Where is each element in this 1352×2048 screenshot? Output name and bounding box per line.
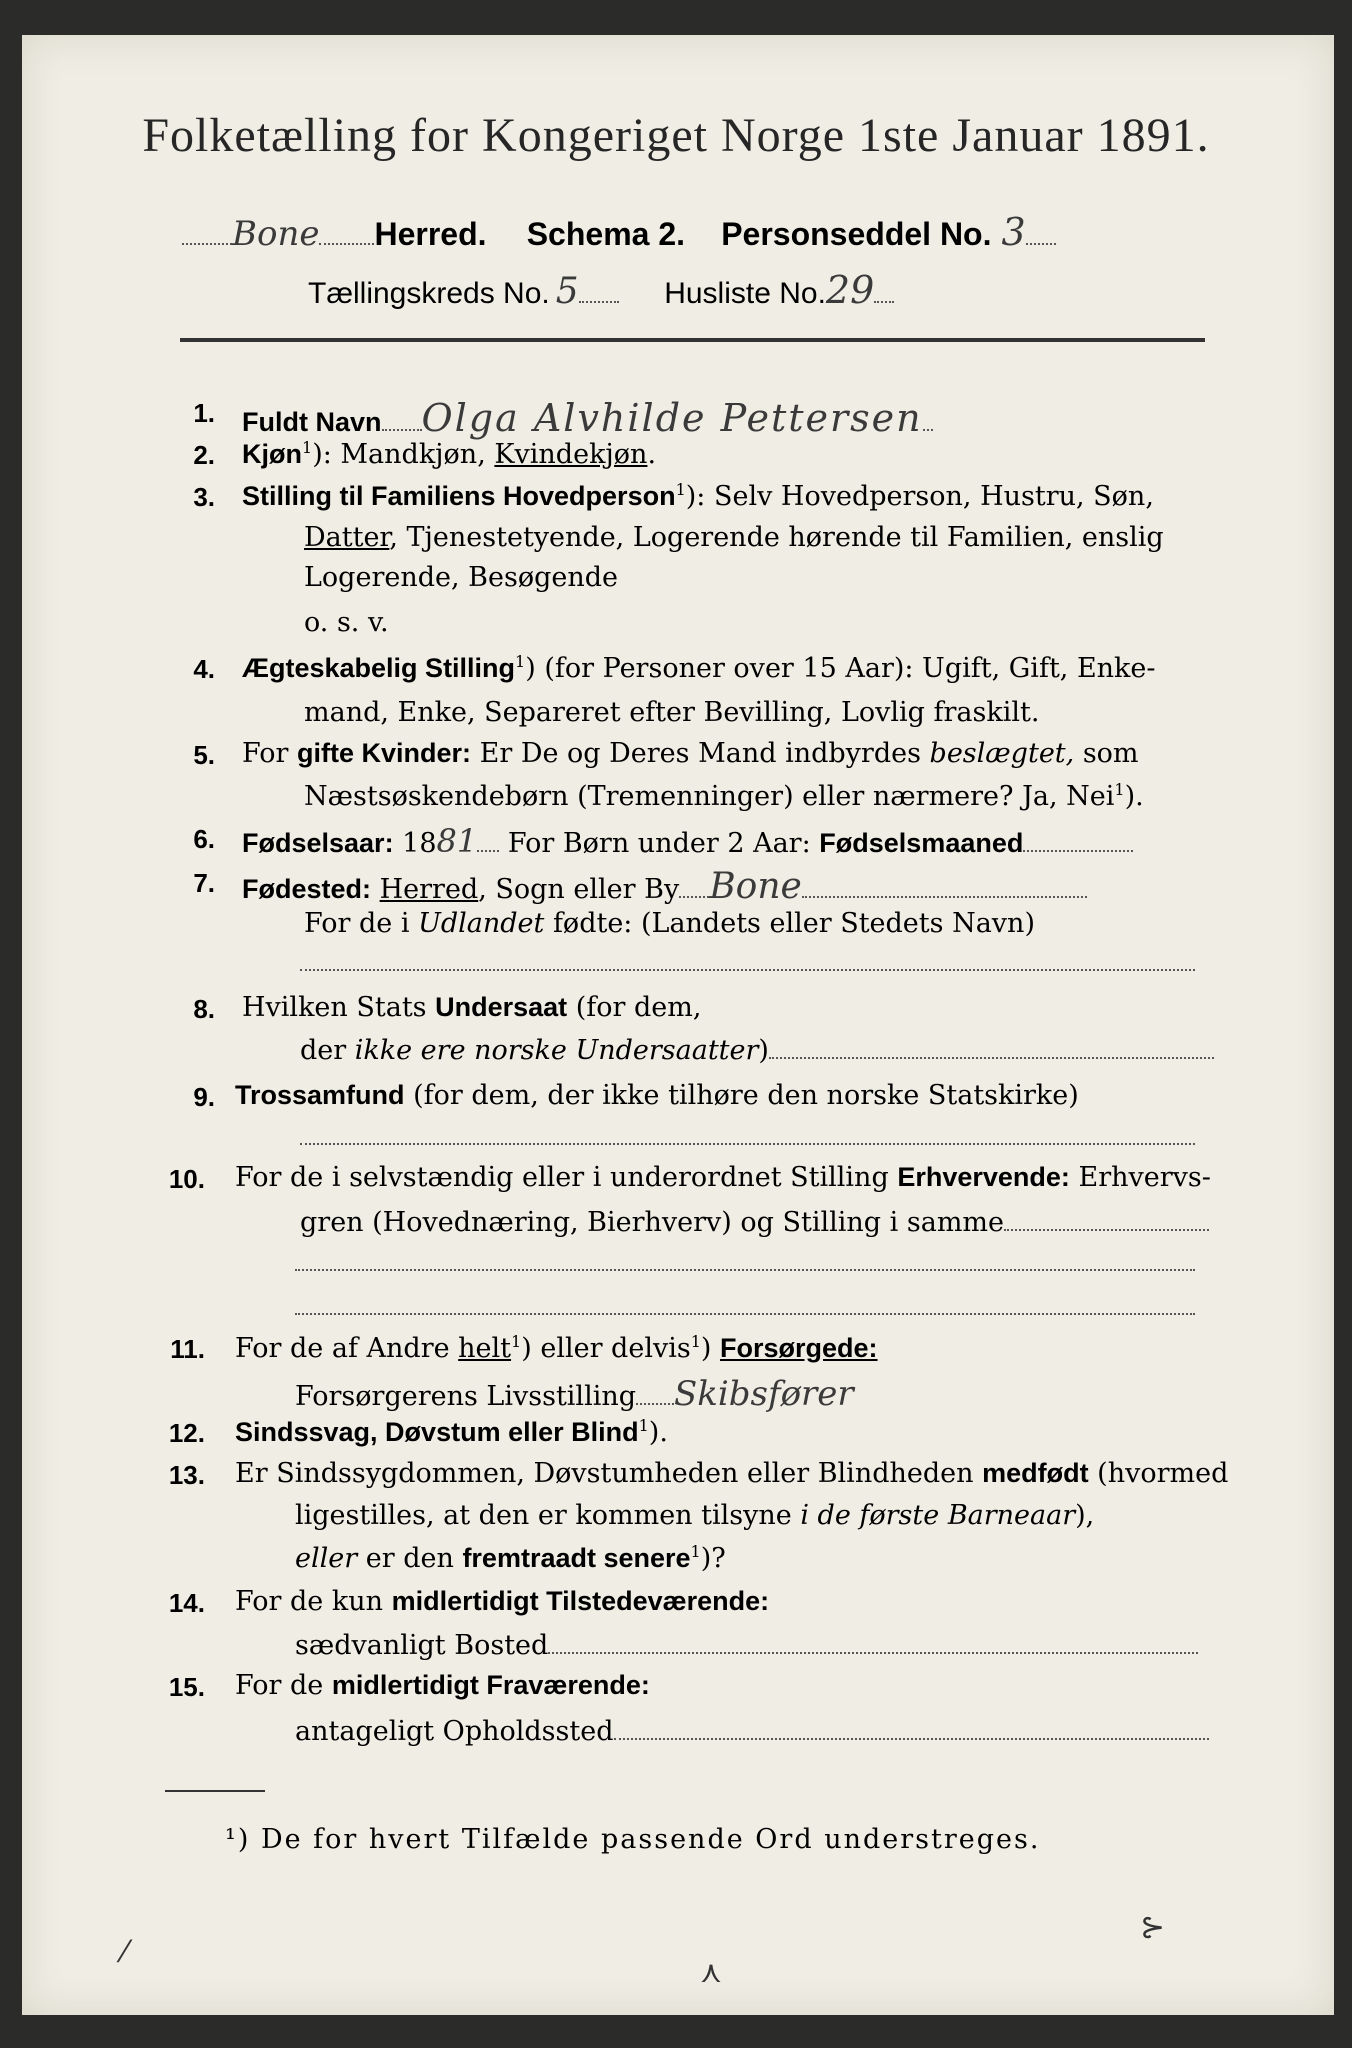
item-3-line-1: Stilling til Familiens Hovedperson$^1$): Selv Hovedperson, Hustru, Søn, — [242, 480, 1154, 512]
header-line-1 — [182, 210, 1056, 254]
item-13-line-2: ligestilles, at den er kommen tilsyne i de første Barneaar), — [295, 1500, 1095, 1531]
item-number: 15. — [168, 1672, 205, 1702]
pen-mark: ⁄ — [122, 1935, 128, 1970]
blank-line — [295, 1268, 1195, 1271]
birthplace-value: Bone — [709, 866, 802, 907]
item-number: 7. — [193, 868, 215, 898]
item-14-line-1: For de kun midlertidigt Tilstedeværende: — [235, 1586, 770, 1617]
married-women-label: gifte Kvinder: — [297, 738, 472, 768]
item-3-line-3: Logerende, Besøgende — [304, 562, 618, 593]
form-title: Folketælling for Kongeriget Norge 1ste Januar 1891. — [142, 109, 1210, 162]
pen-mark: ⋏ — [700, 1955, 722, 1990]
blank-line — [295, 1312, 1195, 1315]
birth-month-label: Fødselsmaaned — [819, 828, 1024, 858]
item-7-line-2: For de i Udlandet fødte: (Landets eller Stedets Navn) — [304, 908, 1035, 939]
birth-year-value: 81 — [436, 822, 478, 860]
item-number: 9. — [193, 1082, 215, 1112]
disability-label: Sindssvag, Døvstum eller Blind — [235, 1417, 639, 1447]
religion-label: Trossamfund — [235, 1080, 405, 1110]
citizenship-label: Undersaat — [435, 992, 568, 1022]
item-number: 2. — [193, 440, 215, 470]
birth-year-label: Fødselsaar: — [242, 828, 394, 858]
header-line-2 — [308, 268, 894, 312]
family-position-daughter-underlined: Datter — [304, 522, 390, 553]
family-position-label: Stilling til Familiens Hovedperson — [242, 481, 676, 511]
item-13-line-1: Er Sindssygdommen, Døvstumheden eller Blindheden medfødt (hvormed — [235, 1458, 1229, 1489]
item-3-line-2: Datter, Tjenestetyende, Logerende hørende til Familien, enslig — [304, 522, 1164, 553]
item-14-line-2: sædvanligt Bosted — [295, 1630, 1198, 1661]
item-13-line-3: eller er den fremtraadt senere$^1$)? — [295, 1542, 726, 1574]
full-name-value: Olga Alvhilde Pettersen — [421, 396, 923, 440]
birthplace-label: Fødested: — [242, 874, 372, 904]
herred-label: Herred. — [374, 216, 487, 252]
item-number: 14. — [168, 1588, 205, 1618]
item-15-line-2: antageligt Opholdssted — [295, 1716, 1209, 1747]
item-number: 11. — [170, 1334, 205, 1364]
item-6-line: Fødselsaar: 1881 For Børn under 2 Aar: Fødselsmaaned — [242, 822, 1133, 860]
full-name-label: Fuldt Navn — [242, 407, 382, 437]
item-8-line-1: Hvilken Stats Undersaat (for dem, — [242, 992, 702, 1023]
kreds-value: 5 — [555, 271, 579, 312]
personseddel-label: Personseddel No. — [721, 216, 992, 252]
item-number: 12. — [168, 1418, 205, 1448]
birthplace-herred-underlined: Herred — [379, 874, 479, 905]
item-4-line-2: mand, Enke, Separeret efter Bevilling, Lovlig fraskilt. — [304, 697, 1040, 728]
item-3-line-4: o. s. v. — [304, 607, 389, 638]
item-number: 8. — [193, 994, 215, 1024]
temporarily-present-label: midlertidigt Tilstedeværende: — [391, 1586, 770, 1616]
supported-label: Forsørgede: — [720, 1333, 878, 1363]
item-7-line-1: Fødested: Herred, Sogn eller By Bone — [242, 866, 1087, 907]
item-8-line-2: der ikke ere norske Undersaatter) — [300, 1035, 1214, 1066]
item-2-line: Kjøn$^1$): Mandkjøn, Kvindekjøn. — [242, 438, 657, 470]
later-onset-label: fremtraadt senere — [462, 1543, 691, 1573]
item-number: 5. — [193, 740, 215, 770]
gender-label: Kjøn — [242, 439, 302, 469]
fully-supported-underlined: helt — [458, 1333, 512, 1364]
item-11-line-1: For de af Andre helt$^1$) eller delvis$^1$) Forsørgede: — [235, 1332, 878, 1364]
husliste-value: 29 — [825, 268, 875, 312]
item-number: 1. — [193, 398, 215, 428]
item-number: 13. — [168, 1460, 205, 1490]
occupation-label: Erhvervende: — [897, 1162, 1070, 1192]
header-divider — [180, 338, 1205, 342]
marital-status-label: Ægteskabelig Stilling — [242, 653, 516, 683]
item-12-line: Sindssvag, Døvstum eller Blind$^1$). — [235, 1416, 668, 1448]
item-10-line-1: For de i selvstændig eller i underordnet Stilling Erhvervende: Erhvervs- — [235, 1162, 1211, 1193]
footnote: ¹) De for hvert Tilfælde passende Ord understreges. — [225, 1824, 1041, 1855]
item-10-line-2: gren (Hovednæring, Bierhverv) og Stilling i samme — [300, 1207, 1209, 1238]
item-1-line — [242, 396, 933, 440]
item-5-line-1: For gifte Kvinder: Er De og Deres Mand indbyrdes beslægtet, som — [242, 738, 1139, 769]
schema-label: Schema 2. — [526, 216, 686, 252]
item-number: 4. — [193, 654, 215, 684]
item-9-line: Trossamfund (for dem, der ikke tilhøre den norske Statskirke) — [235, 1080, 1079, 1111]
personseddel-value: 3 — [1001, 210, 1026, 254]
blank-line — [300, 968, 1195, 971]
item-5-line-2: Næstsøskendebørn (Tremenninger) eller nærmere? Ja, Nei$^1$). — [304, 780, 1144, 812]
blank-line — [300, 1142, 1195, 1145]
item-number: 10. — [168, 1164, 205, 1194]
gender-female-underlined: Kvindekjøn — [494, 439, 648, 470]
item-number: 6. — [193, 824, 215, 854]
item-15-line-1: For de midlertidigt Fraværende: — [235, 1670, 650, 1701]
provider-occupation-value: Skibsfører — [674, 1374, 854, 1414]
temporarily-absent-label: midlertidigt Fraværende: — [331, 1670, 650, 1700]
pen-mark: ⊱ — [1140, 1910, 1166, 1945]
item-number: 3. — [193, 482, 215, 512]
item-11-line-2: Forsørgerens Livsstilling Skibsfører — [295, 1374, 854, 1414]
congenital-label: medfødt — [982, 1458, 1089, 1488]
herred-value: Bone — [232, 214, 320, 254]
kreds-label: Tællingskreds No. — [308, 277, 550, 310]
husliste-label: Husliste No. — [664, 277, 826, 310]
item-4-line-1: Ægteskabelig Stilling$^1$) (for Personer over 15 Aar): Ugift, Gift, Enke- — [242, 652, 1156, 684]
footnote-divider — [165, 1790, 265, 1792]
